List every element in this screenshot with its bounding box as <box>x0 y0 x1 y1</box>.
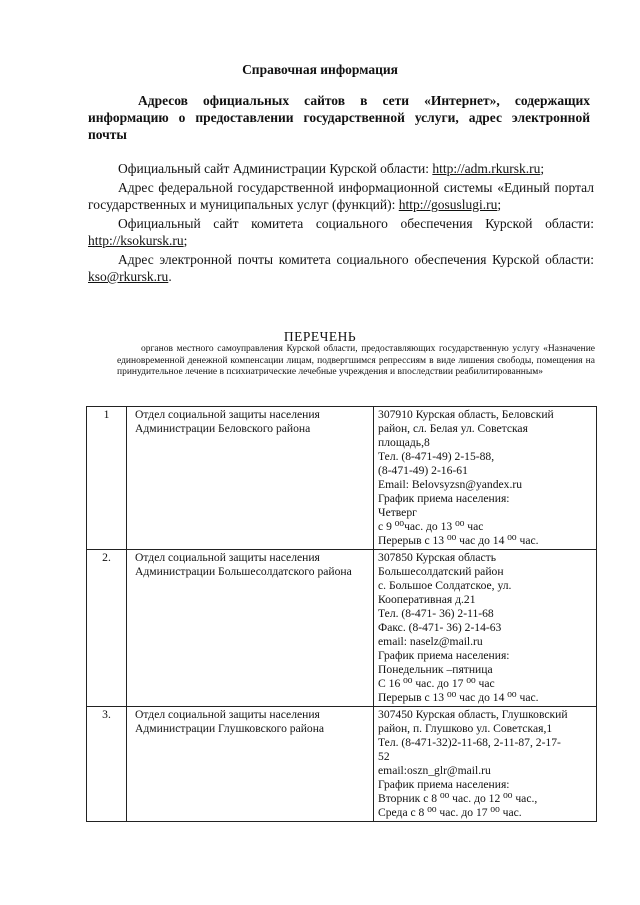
info-paragraph: Официальный сайт комитета социального обеспечения Курской области: http://ksokursk.ru; <box>88 216 594 248</box>
gosuslugi-link[interactable]: http://gosuslugi.ru <box>398 197 498 212</box>
admin-site-link[interactable]: http://adm.rkursk.ru <box>432 161 541 176</box>
department-name: Отдел социальной защиты населения Администрации Глушковского района <box>127 707 374 822</box>
email-link[interactable]: Email: Belovsyzsn@yandex.ru <box>378 478 523 491</box>
list-description-rest: «Назначение единовременной денежной компенсации лицам, подвергшимся репрессиям в виде лишения свободы, помещения на принудительное лечение в психиатрические лечебные учреждения и впоследствии реабилитированным» <box>117 344 595 377</box>
kso-email-link[interactable]: kso@rkursk.ru <box>88 269 169 284</box>
list-description <box>117 344 595 379</box>
contact-info: 307910 Курская область, Беловский район, сл. Белая ул. Советская площадь,8 Тел. (8-471-49) 2-15-88, (8-471-49) 2-16-61 Email: Belovsyzsn@yandex.ru График приема населения: Четверг с 9 ⁰⁰час. до 13 ⁰⁰ час Перерыв с 13 ⁰⁰ час до 14 ⁰⁰ час. <box>374 407 597 550</box>
table-row <box>87 550 597 707</box>
info-block <box>88 160 594 285</box>
department-name: Отдел социальной защиты населения Администрации Большесолдатского района <box>127 550 374 707</box>
department-name: Отдел социальной защиты населения Администрации Беловского района <box>127 407 374 550</box>
row-number: 3. <box>87 707 127 822</box>
info-paragraph: Адрес электронной почты комитета социального обеспечения Курской области: kso@rkursk.ru. <box>88 252 594 284</box>
email-link[interactable]: email: naselz@mail.ru <box>378 635 483 648</box>
page-title: Справочная информация <box>242 62 398 77</box>
table-row <box>87 707 597 822</box>
contact-info: 307850 Курская область Большесолдатский район с. Большое Солдатское, ул. Кооперативная д.21 Тел. (8-471- 36) 2-11-68 Факс. (8-471- 36) 2-14-63 email: naselz@mail.ru График приема населения: Понедельник –пятница С 16 ⁰⁰ час. до 17 ⁰⁰ час Перерыв с 13 ⁰⁰ час до 14 ⁰⁰ час. <box>374 550 597 707</box>
list-description-first: органов местного самоуправления Курской области, предоставляющих государственную услугу <box>141 344 540 354</box>
row-number: 2. <box>87 550 127 707</box>
info-paragraph: Официальный сайт Администрации Курской области: http://adm.rkursk.ru; <box>118 161 545 176</box>
contact-info: 307450 Курская область, Глушковский район, п. Глушково ул. Советская,1 Тел. (8-471-32)2-11-68, 2-11-87, 2-17- 52 email:oszn_glr@mail.ru График приема населения: Вторник с 8 ⁰⁰ час. до 12 ⁰⁰ час., Среда с 8 ⁰⁰ час. до 17 ⁰⁰ час. <box>374 707 597 822</box>
page-subtitle: Адресов официальных сайтов в сети «Интернет», содержащих информацию о предоставлении государственной услуги, адрес электронной почты <box>88 93 590 142</box>
email-link[interactable]: email:oszn_glr@mail.ru <box>378 764 491 777</box>
offices-table <box>86 406 597 822</box>
list-title: ПЕРЕЧЕНЬ <box>283 329 357 344</box>
row-number: 1 <box>87 407 127 550</box>
kso-site-link[interactable]: http://ksokursk.ru <box>88 233 184 248</box>
info-paragraph: Адрес федеральной государственной информационной системы «Единый портал государственных и муниципальных услуг (функций): http://gosuslugi.ru; <box>88 180 594 212</box>
table-row <box>87 407 597 550</box>
